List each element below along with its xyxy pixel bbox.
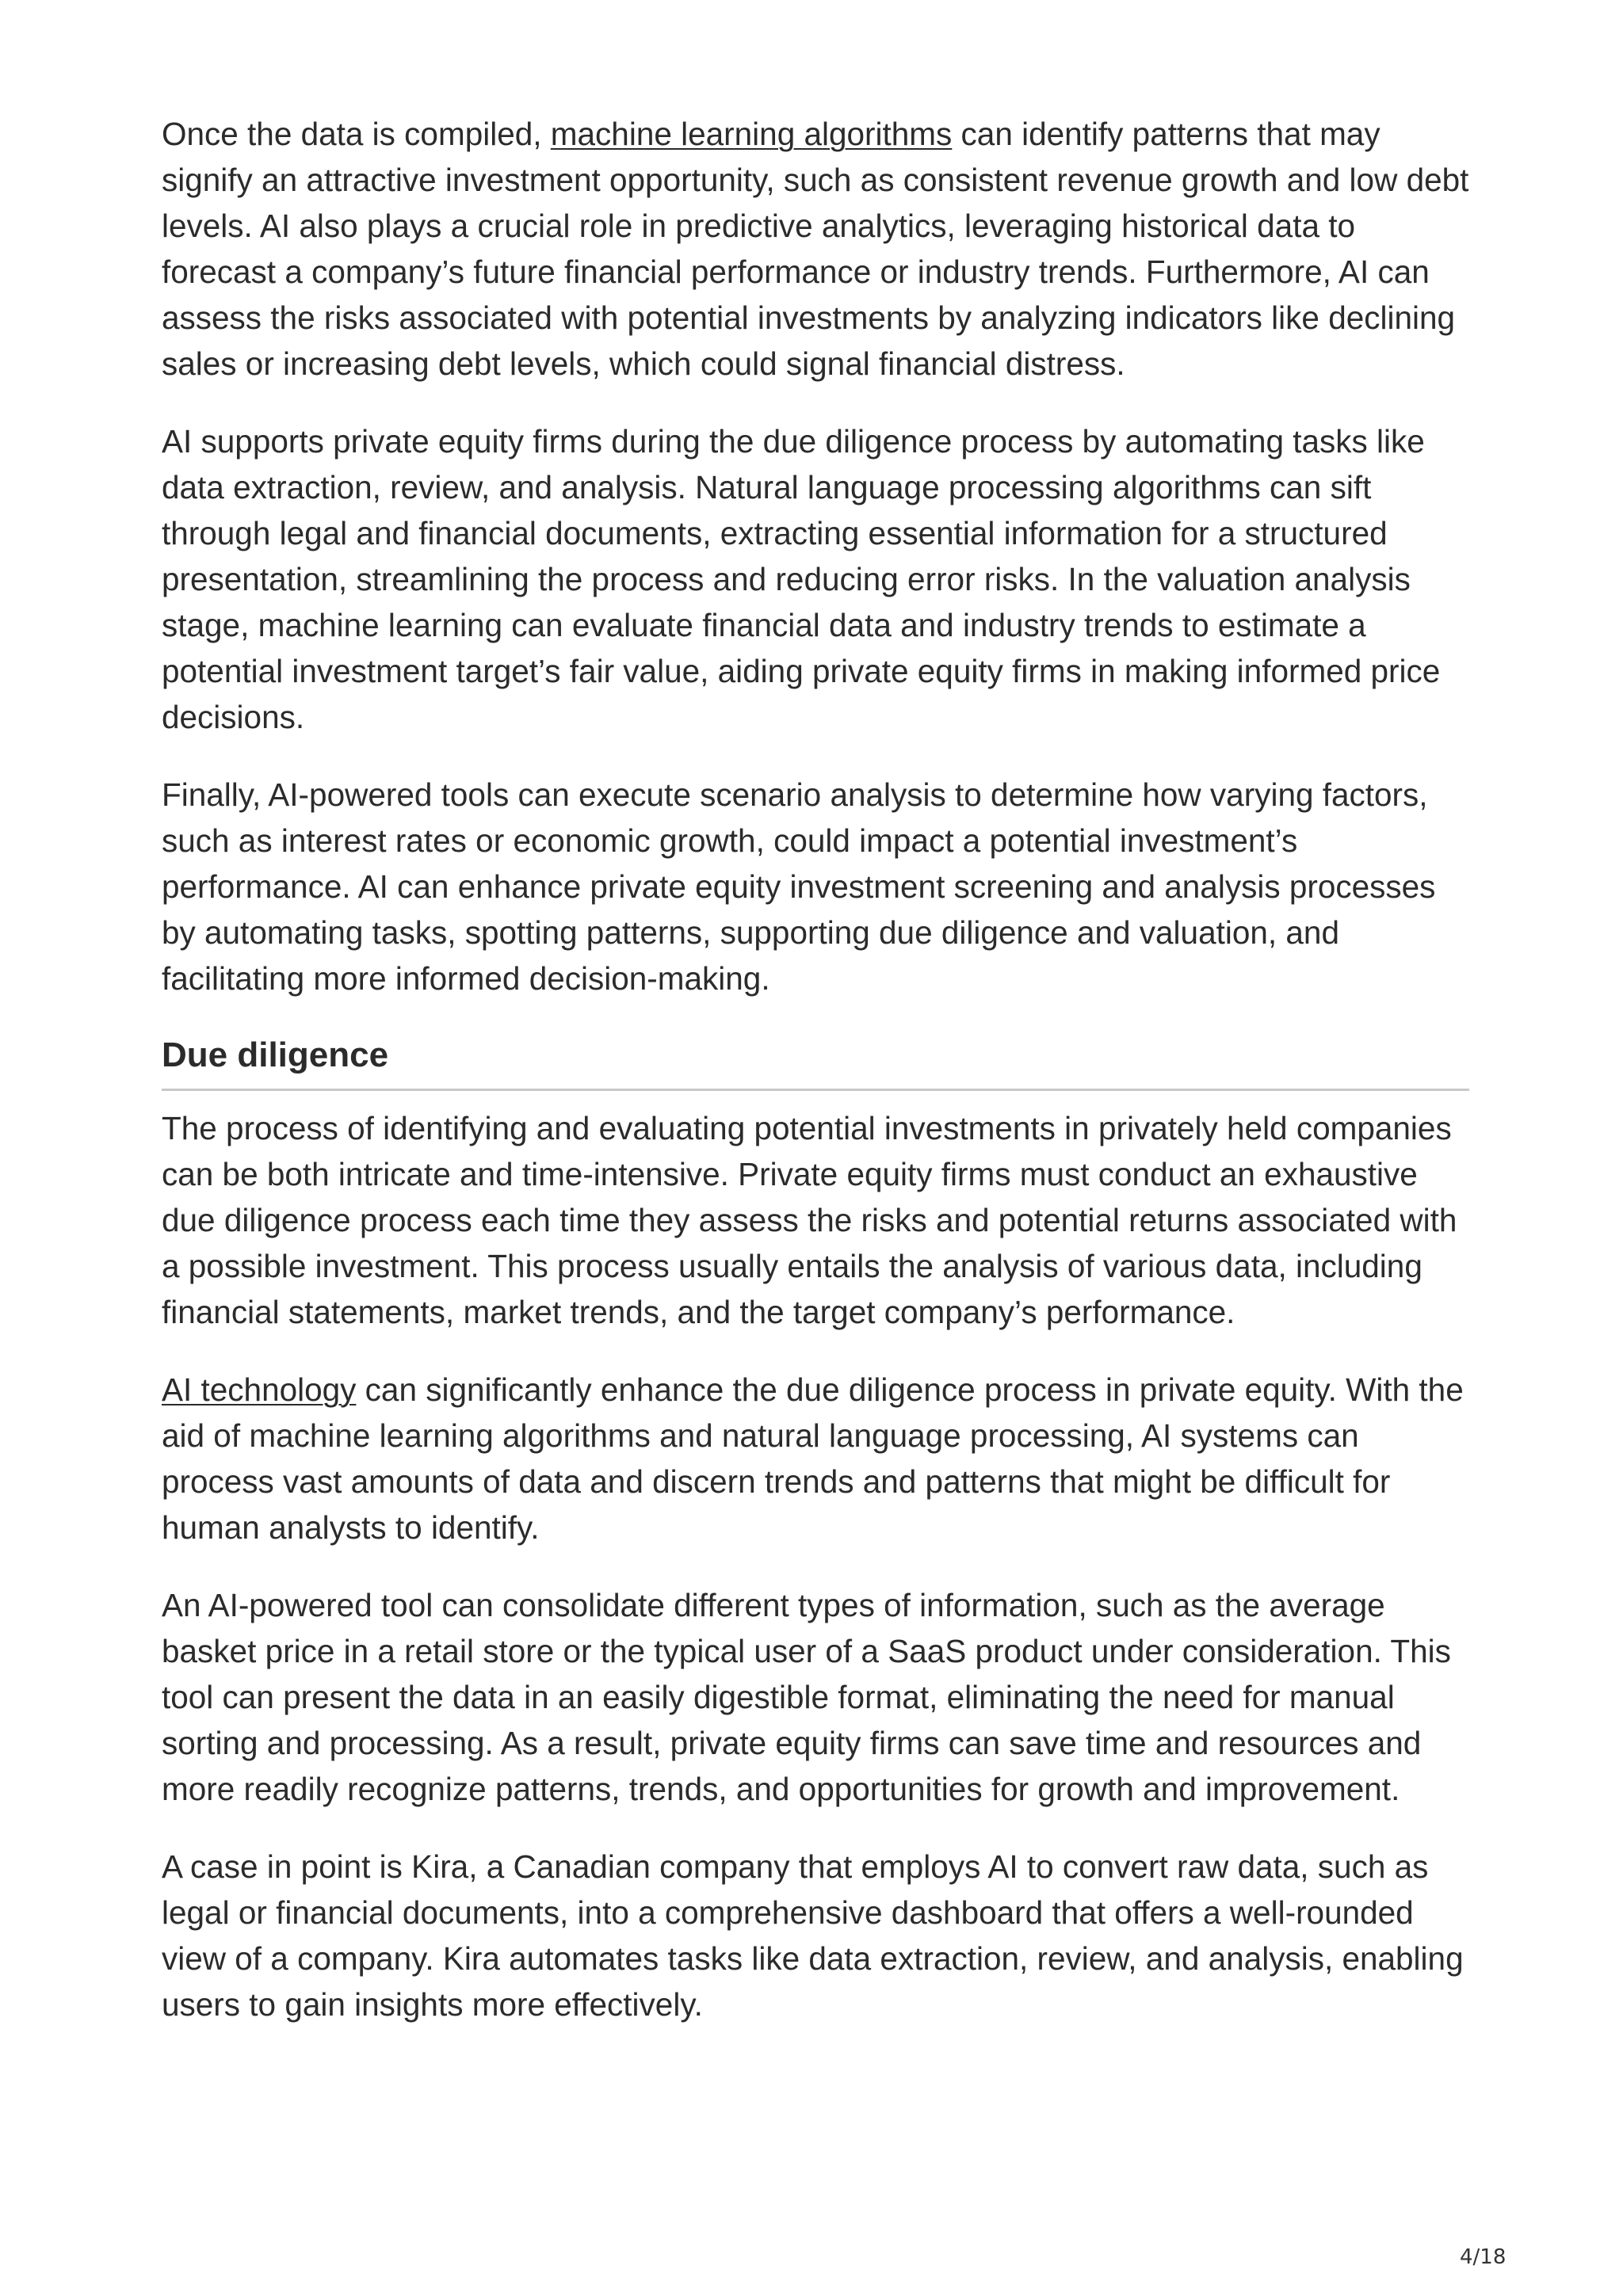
paragraph-text: can identify patterns that may signify an attractive investment opportunity, such as consistent revenue growth and low debt levels. AI also plays a crucial role in predictive analytics, leveraging historical data to forecast a company’s future financial performance or industry trends. Furthermore, AI can assess the risks associated with potential investments by analyzing indicators like declining sales or increasing debt levels, which could signal financial distress. xyxy=(162,116,1469,382)
paragraph-text: can significantly enhance the due diligence process in private equity. With the aid of machine learning algorithms and natural language processing, AI systems can process vast amounts of data and discern trends and patterns that might be difficult for human analysts to identify. xyxy=(162,1371,1464,1546)
paragraph-scenario-analysis: Finally, AI-powered tools can execute scenario analysis to determine how varying factors, such as interest rates or economic growth, could impact a potential investment’s performance. AI can enhance private equity investment screening and analysis processes by automating tasks, spotting patterns, supporting due diligence and valuation, and facilitating more informed decision-making. xyxy=(162,776,1436,997)
paragraph-ai-technology xyxy=(162,1367,1469,1550)
article-body xyxy=(162,111,1469,2059)
paragraph-due-diligence-support: AI supports private equity firms during the due diligence process by automating tasks like data extraction, review, and analysis. Natural language processing algorithms can sift through legal and financial documents, extracting essential information for a structured presentation, streamlining the process and reducing error risks. In the valuation analysis stage, machine learning can evaluate financial data and industry trends to estimate a potential investment target’s fair value, aiding private equity firms in making informed price decisions. xyxy=(162,423,1441,735)
page-number: 4/18 xyxy=(1460,2245,1507,2269)
machine-learning-algorithms-link[interactable]: machine learning algorithms xyxy=(550,116,953,152)
paragraph-text: Once the data is compiled, xyxy=(162,116,551,152)
paragraph-ai-tool: An AI-powered tool can consolidate different types of information, such as the average basket price in a retail store or the typical user of a SaaS product under consideration. This tool can present the data in an easily digestible format, eliminating the need for manual sorting and processing. As a result, private equity firms can save time and resources and more readily recognize patterns, trends, and opportunities for growth and improvement. xyxy=(162,1587,1451,1807)
section-heading-due-diligence: Due diligence xyxy=(162,1033,1469,1091)
paragraph-process-intro: The process of identifying and evaluating potential investments in privately held companies can be both intricate and time-intensive. Private equity firms must conduct an exhaustive due diligence process each time they assess the risks and potential returns associated with a possible investment. This process usually entails the analysis of various data, including financial statements, market trends, and the target company’s performance. xyxy=(162,1110,1457,1330)
ai-technology-link[interactable]: AI technology xyxy=(162,1371,357,1408)
paragraph-ml-patterns xyxy=(162,111,1469,387)
paragraph-kira-example: A case in point is Kira, a Canadian company that employs AI to convert raw data, such as legal or financial documents, into a comprehensive dashboard that offers a well-rounded view of a company. Kira automates tasks like data extraction, review, and analysis, enabling users to gain insights more effectively. xyxy=(162,1848,1464,2023)
